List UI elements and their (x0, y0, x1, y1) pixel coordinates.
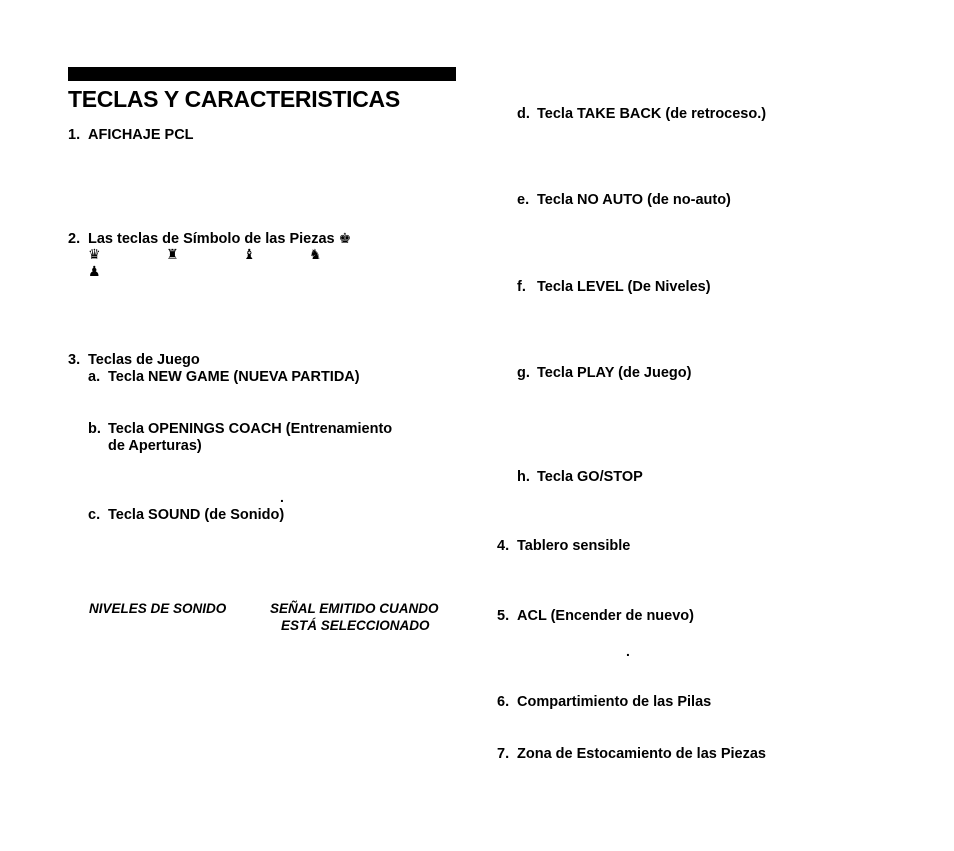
bishop-icon: ♝ (243, 247, 256, 263)
section-1-text: AFICHAJE PCL (88, 127, 194, 143)
item-c (88, 507, 284, 523)
section-5-heading (497, 608, 694, 624)
item-a-letter: a. (88, 369, 101, 385)
section-6-number: 6. (497, 694, 510, 710)
stray-dot: . (280, 489, 284, 505)
section-2-heading (68, 231, 351, 247)
king-icon: ♚ (338, 231, 352, 247)
item-a (88, 369, 360, 385)
item-b (88, 421, 392, 437)
table-header-signal-line2: ESTÁ SELECCIONADO (281, 618, 430, 633)
section-6-heading (497, 694, 711, 710)
page-title: TECLAS Y CARACTERISTICAS (68, 86, 400, 112)
item-f-letter: f. (517, 279, 526, 295)
item-c-text: Tecla SOUND (de Sonido) (108, 507, 285, 523)
item-g-text: Tecla PLAY (de Juego) (537, 365, 692, 381)
section-2-text: Las teclas de Símbolo de las Piezas (88, 231, 335, 247)
rook-icon: ♜ (166, 247, 179, 263)
section-7-heading (497, 746, 766, 762)
knight-icon: ♞ (309, 247, 322, 263)
stray-dot-2: . (626, 643, 630, 659)
item-e-letter: e. (517, 192, 530, 208)
section-3-text: Teclas de Juego (88, 352, 200, 368)
pawn-icon: ♟ (88, 264, 101, 280)
item-f (517, 279, 711, 295)
section-4-text: Tablero sensible (517, 538, 631, 554)
item-g (517, 365, 691, 381)
item-b-letter: b. (88, 421, 101, 437)
section-1-number: 1. (68, 127, 81, 143)
section-7-text: Zona de Estocamiento de las Piezas (517, 746, 766, 762)
section-4-number: 4. (497, 538, 510, 554)
section-7-number: 7. (497, 746, 510, 762)
section-1-heading (68, 127, 194, 143)
item-h-text: Tecla GO/STOP (537, 469, 643, 485)
section-3-heading (68, 352, 200, 368)
section-4-heading (497, 538, 630, 554)
section-5-text: ACL (Encender de nuevo) (517, 608, 694, 624)
item-c-letter: c. (88, 507, 101, 523)
item-e-text: Tecla NO AUTO (de no-auto) (537, 192, 731, 208)
item-h-letter: h. (517, 469, 530, 485)
item-b-text-line1: Tecla OPENINGS COACH (Entrenamiento (108, 421, 393, 437)
queen-icon: ♛ (88, 247, 101, 263)
header-rule (68, 67, 456, 81)
section-6-text: Compartimiento de las Pilas (517, 694, 712, 710)
item-a-text: Tecla NEW GAME (NUEVA PARTIDA) (108, 369, 360, 385)
item-g-letter: g. (517, 365, 530, 381)
table-header-signal-line1: SEÑAL EMITIDO CUANDO (270, 601, 439, 616)
section-2-number: 2. (68, 231, 81, 247)
item-d-letter: d. (517, 106, 530, 122)
section-5-number: 5. (497, 608, 510, 624)
item-d (517, 106, 766, 122)
item-h (517, 469, 643, 485)
item-e (517, 192, 731, 208)
item-f-text: Tecla LEVEL (De Niveles) (537, 279, 711, 295)
item-b-text-line2: de Aperturas) (108, 438, 202, 454)
item-d-text: Tecla TAKE BACK (de retroceso.) (537, 106, 767, 122)
section-3-number: 3. (68, 352, 81, 368)
table-header-sound-levels: NIVELES DE SONIDO (89, 601, 227, 616)
